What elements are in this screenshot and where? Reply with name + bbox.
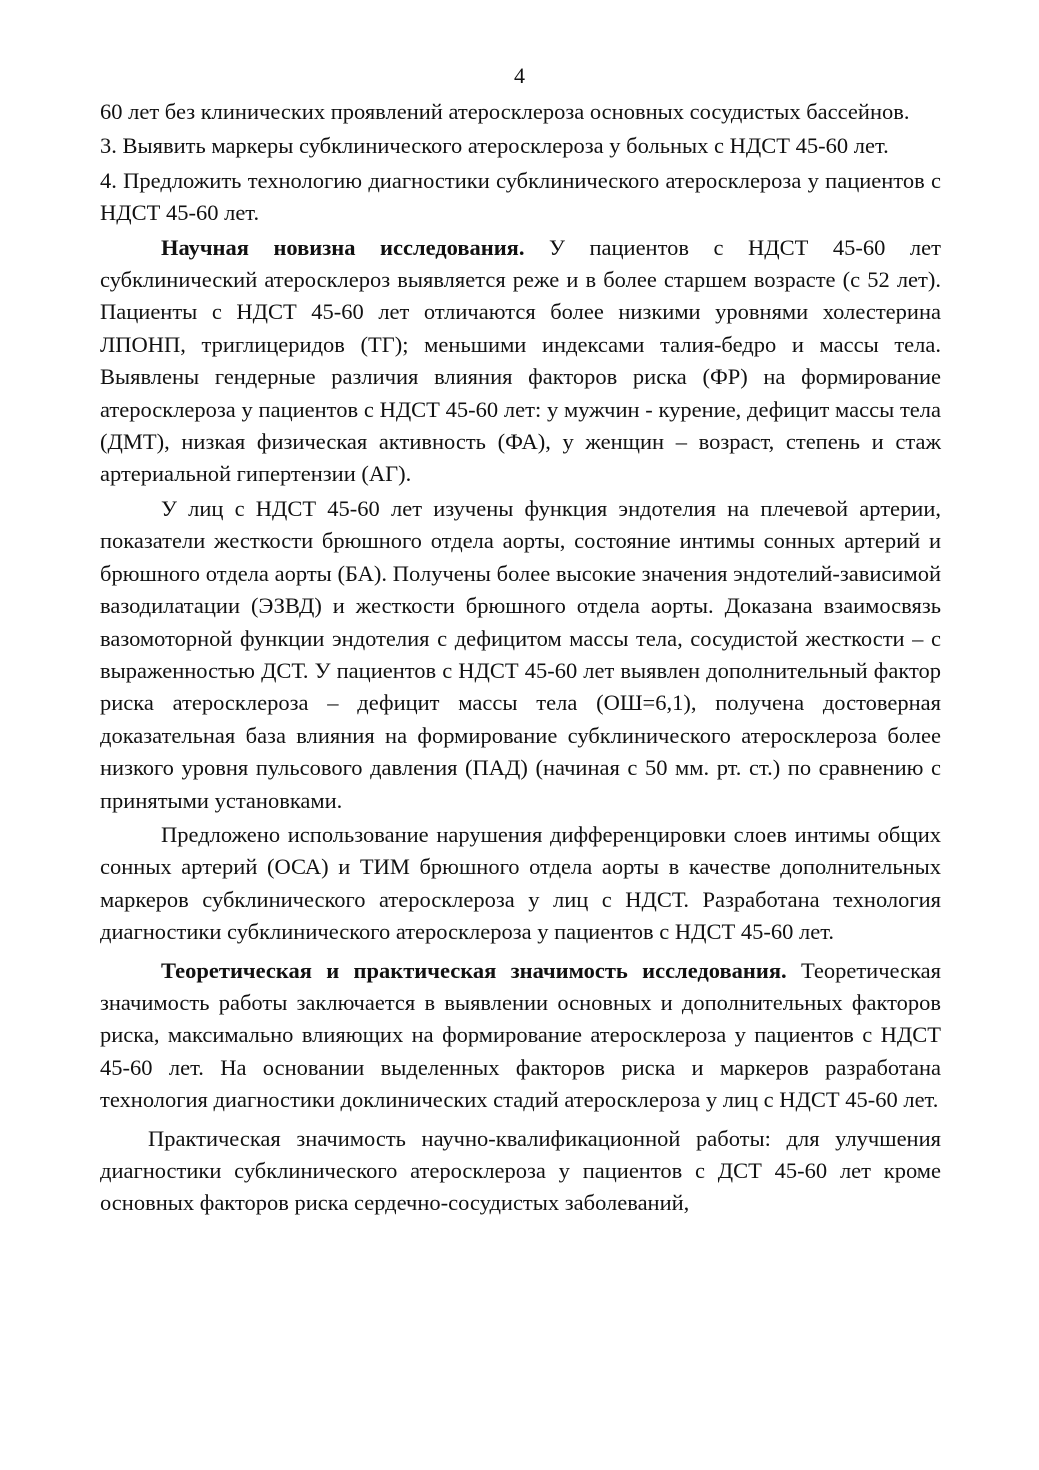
list-item-4: 4. Предложить технологию диагностики субклинического атеросклероза у пациентов с НДСТ 45-60 лет. bbox=[100, 167, 941, 226]
paragraph-text: Теоретическая значимость работы заключается в выявлении основных и дополнительных факторов риска, максимально влияющих на формирование атеросклероза у пациентов с НДСТ 45-60 лет. На основании выделенных факторов риска и маркеров разработана технология диагностики доклинических стадий атеросклероза у лиц с НДСТ 45-60 лет. bbox=[100, 957, 942, 1113]
section-heading-significance: Теоретическая и практическая значимость исследования. bbox=[161, 957, 787, 983]
paragraph-practical-significance: Практическая значимость научно-квалификационной работы: для улучшения диагностики субклинического атеросклероза у пациентов с ДСТ 45-60 лет кроме основных факторов риска сердечно-сосудистых заболеваний, bbox=[100, 1125, 941, 1216]
document-body bbox=[100, 96, 941, 1220]
page-number: 4 bbox=[514, 63, 525, 88]
section-heading-scientific-novelty: Научная новизна исследования. bbox=[161, 234, 525, 260]
paragraph-scientific-novelty bbox=[100, 232, 941, 491]
paragraph-endothelium: У лиц с НДСТ 45-60 лет изучены функция эндотелия на плечевой артерии, показатели жесткости брюшного отдела аорты, состояние интимы сонных артерий и брюшного отдела аорты (БА). Получены более высокие значения эндотелий-зависимой вазодилатации (ЭЗВД) и жесткости брюшного отдела аорты. Доказана взаимосвязь вазомоторной функции эндотелия с дефицитом массы тела, сосудистой жесткости – с выраженностью ДСТ. У пациентов с НДСТ 45-60 лет выявлен дополнительный фактор риска атеросклероза – дефицит массы тела (ОШ=6,1), получена достоверная доказательная база влияния на формирование субклинического атеросклероза более низкого уровня пульсового давления (ПАД) (начиная с 50 мм. рт. ст.) по сравнению с принятыми установками. bbox=[100, 495, 941, 813]
list-item-3: 3. Выявить маркеры субклинического атеросклероза у больных с НДСТ 45-60 лет. bbox=[100, 133, 889, 159]
paragraph-markers: Предложено использование нарушения дифференцировки слоев интимы общих сонных артерий (ОСА) и ТИМ брюшного отдела аорты в качестве дополнительных маркеров субклинического атеросклероза у лиц с НДСТ. Разработана технология диагностики субклинического атеросклероза у пациентов с НДСТ 45-60 лет. bbox=[100, 821, 941, 945]
paragraph-significance bbox=[100, 955, 941, 1117]
paragraph-text: У пациентов с НДСТ 45-60 лет субклинический атеросклероз выявляется реже и в более старшем возрасте (с 52 лет). Пациенты с НДСТ 45-60 лет отличаются более низкими уровнями холестерина ЛПОНП, триглицеридов (ТГ); меньшими индексами талия-бедро и массы тела. Выявлены гендерные различия влияния факторов риска (ФР) на формирование атеросклероза у пациентов с НДСТ 45-60 лет: у мужчин - курение, дефицит массы тела (ДМТ), низкая физическая активность (ФА), у женщин – возраст, степень и стаж артериальной гипертензии (АГ). bbox=[100, 234, 941, 487]
paragraph-continuation: 60 лет без клинических проявлений атеросклероза основных сосудистых бассейнов. bbox=[100, 99, 910, 124]
